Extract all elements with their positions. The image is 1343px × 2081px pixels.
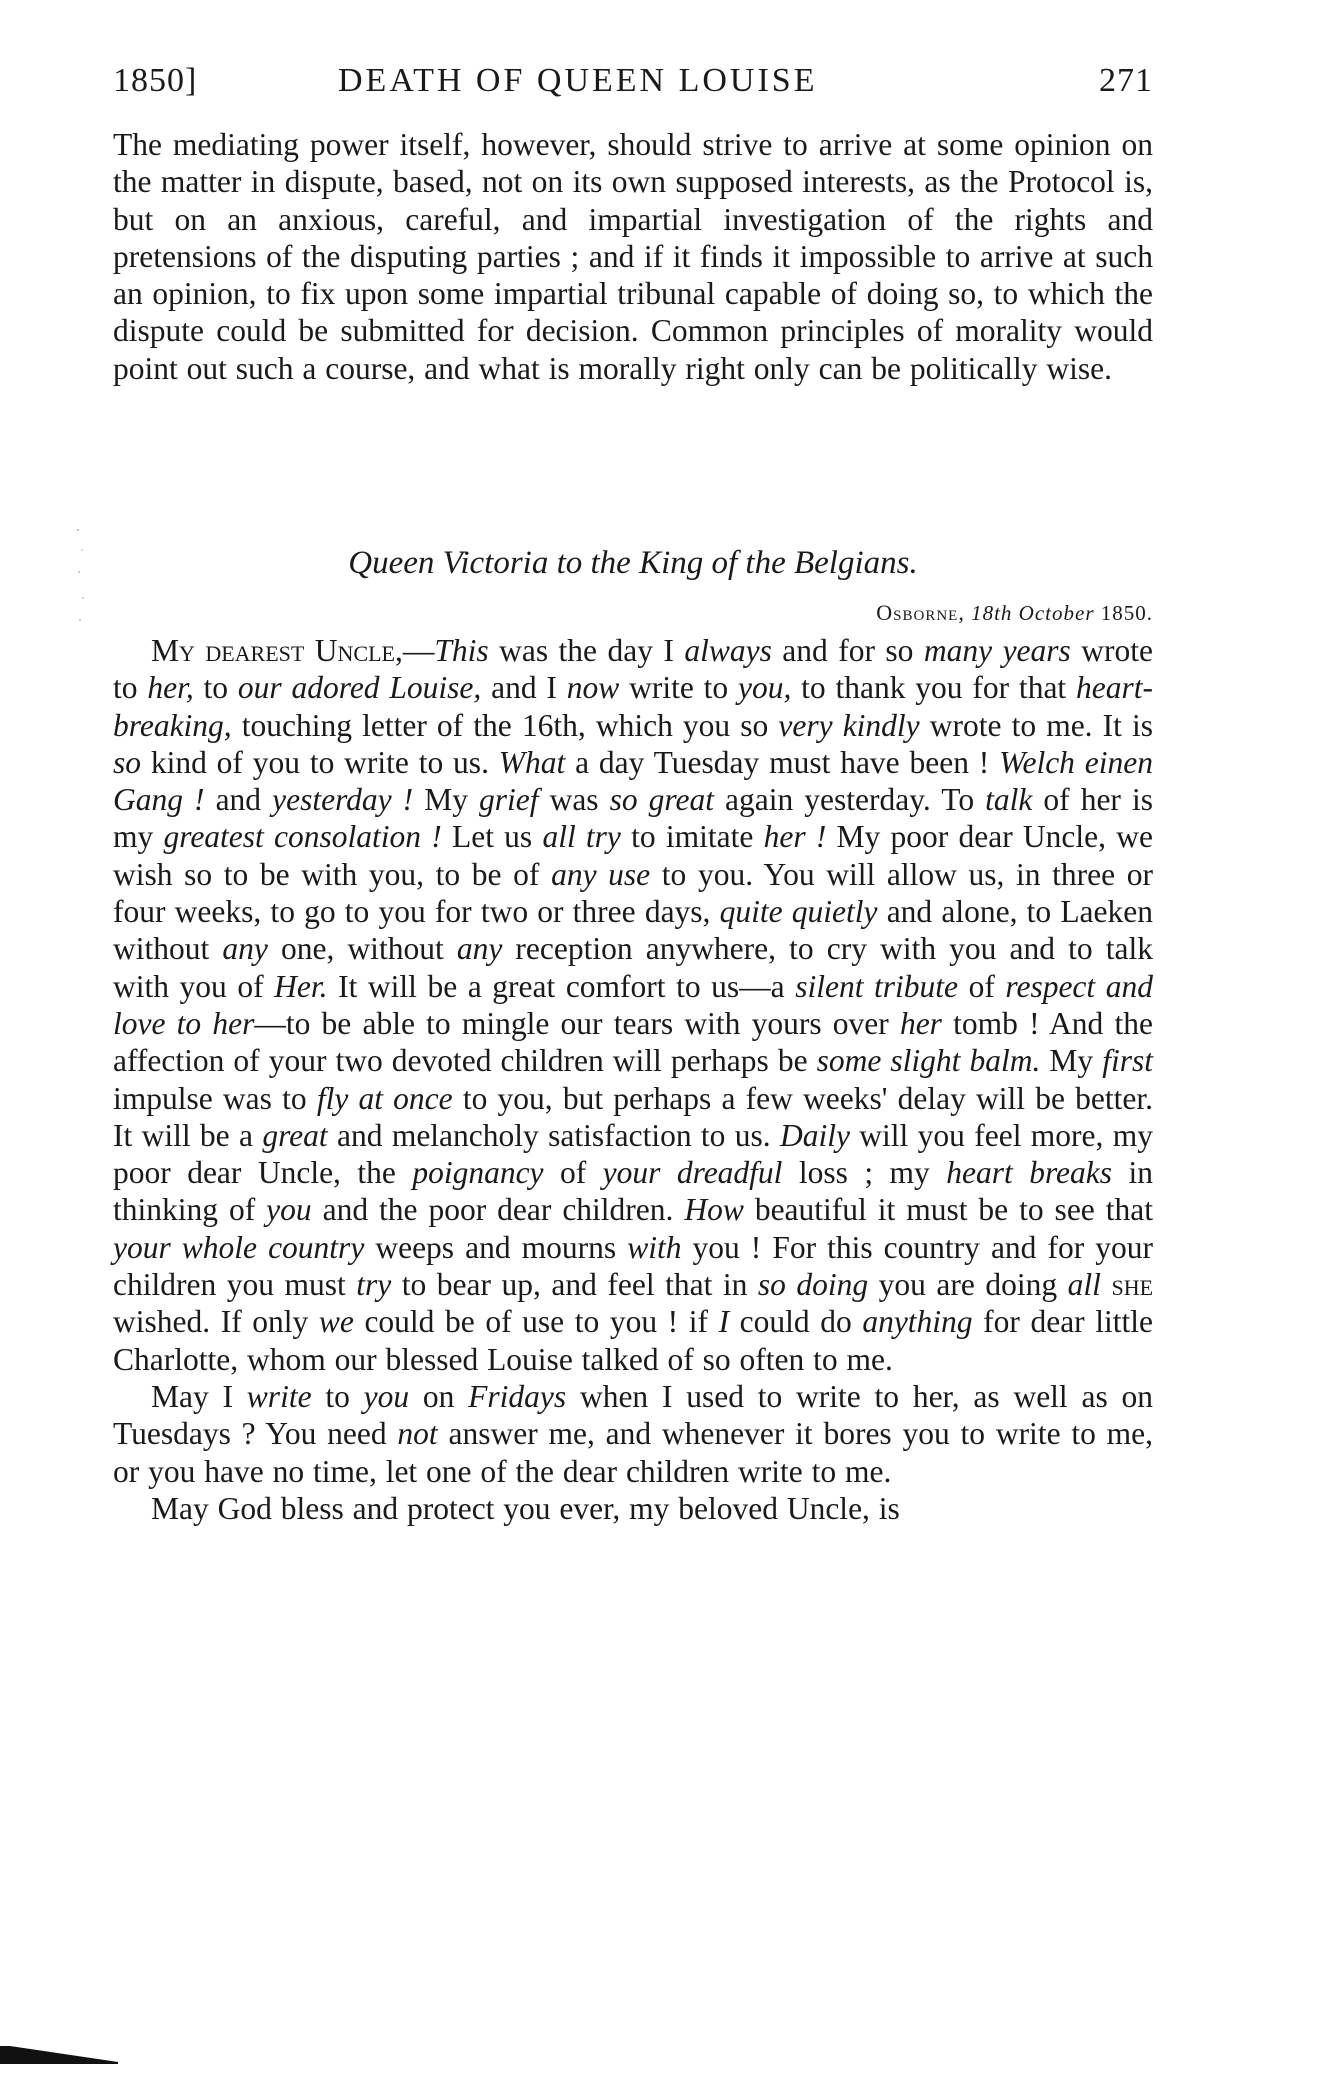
text-run: and alone, to Laeken without bbox=[113, 894, 1153, 967]
text-run: could do bbox=[729, 1304, 863, 1340]
text-run: again yesterday. To bbox=[713, 782, 986, 818]
italic-run: very kindly bbox=[778, 707, 920, 743]
italic-run: write bbox=[246, 1378, 312, 1414]
italic-run: always bbox=[684, 633, 772, 668]
header-title: DEATH OF QUEEN LOUISE bbox=[338, 62, 818, 99]
italic-run: respect and love to her bbox=[113, 968, 1153, 1041]
text-run: — bbox=[402, 633, 435, 668]
italic-run: What bbox=[498, 744, 566, 780]
text-run: was bbox=[538, 782, 610, 818]
text-run: Let us bbox=[441, 819, 543, 855]
text-run bbox=[1101, 1267, 1112, 1302]
text-run: touching letter of the 16th, which you so bbox=[231, 707, 779, 743]
italic-run: some slight balm. bbox=[816, 1043, 1041, 1079]
page-number: 271 bbox=[1099, 62, 1153, 99]
text-run: My bbox=[413, 782, 480, 818]
text-run: My bbox=[1040, 1043, 1103, 1079]
italic-run: Welch einen Gang ! bbox=[113, 744, 1153, 818]
text-run: answer me, and whenever it bores you to write to me, or you have no time, let one of the dear children write to me. bbox=[113, 1416, 1153, 1489]
italic-run: with bbox=[627, 1229, 682, 1265]
text-run: weeps and mourns bbox=[364, 1229, 628, 1265]
italic-run: silent tribute bbox=[795, 968, 959, 1004]
text-run: My poor dear Uncle, we wish so to be with you, to be of bbox=[113, 819, 1153, 892]
italic-run: talk bbox=[985, 782, 1033, 818]
italic-run: our adored Louise, bbox=[237, 670, 482, 706]
italic-run: poignancy bbox=[412, 1155, 544, 1191]
text-run: May I bbox=[151, 1378, 247, 1414]
text-run: when I used to write to her, as well as on Tuesdays ? You need bbox=[113, 1378, 1153, 1452]
italic-run: her ! bbox=[763, 819, 827, 855]
text-run: for dear little Charlotte, whom our blessed Louise talked of so often to me. bbox=[113, 1304, 1153, 1377]
text-run: could be of use to you ! if bbox=[353, 1304, 719, 1340]
italic-run: any bbox=[456, 931, 503, 967]
italic-run: you bbox=[266, 1192, 312, 1228]
text-run: one, without bbox=[267, 931, 457, 967]
italic-run: heart-breaking, bbox=[113, 670, 1153, 743]
text-run: reception anywhere, to cry with you and to talk with you of bbox=[113, 931, 1153, 1004]
small-caps-run: she bbox=[1111, 1267, 1154, 1303]
italic-run: greatest consolation ! bbox=[163, 819, 442, 855]
text-run: on bbox=[409, 1378, 469, 1414]
italic-run: yesterday ! bbox=[272, 782, 414, 818]
letter-body bbox=[113, 632, 1153, 1527]
opening-paragraph-block bbox=[113, 126, 1153, 387]
italic-run: anything bbox=[862, 1304, 973, 1340]
letter-paragraph-1 bbox=[113, 632, 1153, 1378]
italic-run: Daily bbox=[779, 1117, 850, 1153]
text-run: and I bbox=[481, 670, 567, 706]
text-run: wrote to me. It is bbox=[919, 707, 1154, 743]
italic-run: grief bbox=[479, 782, 539, 818]
italic-run: many years bbox=[923, 633, 1071, 668]
text-run: to thank you for that bbox=[791, 670, 1077, 706]
text-run: wrote to bbox=[113, 633, 1153, 706]
italic-run: now bbox=[566, 670, 620, 706]
text-run: to bbox=[193, 670, 238, 706]
text-run: to bear up, and feel that in bbox=[391, 1267, 758, 1303]
italic-run: we bbox=[318, 1304, 354, 1340]
italic-run: not bbox=[397, 1416, 438, 1452]
italic-run: Her. bbox=[274, 968, 328, 1004]
text-run: of her is my bbox=[113, 782, 1153, 855]
italic-run: How bbox=[684, 1192, 744, 1228]
text-run: It will be a great comfort to us—a bbox=[327, 968, 796, 1004]
italic-run: her bbox=[899, 1005, 942, 1041]
italic-run: fly at once bbox=[316, 1080, 453, 1116]
letter-dateline bbox=[876, 600, 1153, 626]
text-run: and the poor dear children. bbox=[311, 1192, 685, 1228]
text-run: write to bbox=[619, 670, 738, 706]
text-run: loss ; my bbox=[782, 1155, 947, 1191]
salutation: My dearest Uncle, bbox=[151, 633, 403, 668]
italic-run: Fridays bbox=[468, 1378, 567, 1414]
italic-run: any use bbox=[551, 856, 651, 892]
running-head bbox=[113, 62, 1153, 110]
text-run: and bbox=[204, 782, 273, 818]
text-run: of bbox=[958, 968, 1006, 1004]
italic-run: so bbox=[113, 744, 142, 780]
text-run: you ! For this country and for your children you must bbox=[113, 1229, 1153, 1303]
text-run: May God bless and protect you ever, my beloved Uncle, is bbox=[151, 1490, 900, 1526]
italic-run: quite quietly bbox=[719, 894, 878, 930]
letter-paragraph-2 bbox=[113, 1378, 1153, 1490]
italic-run: I bbox=[718, 1304, 730, 1340]
header-year: 1850] bbox=[113, 62, 198, 99]
italic-run: first bbox=[1102, 1043, 1153, 1079]
italic-run: all bbox=[1067, 1267, 1101, 1303]
margin-specks-decoration bbox=[74, 520, 88, 630]
italic-run: you, bbox=[737, 670, 792, 706]
text-run: and for so bbox=[771, 633, 924, 668]
italic-run: her, bbox=[147, 670, 194, 706]
text-run: wished. If only bbox=[113, 1304, 319, 1340]
italic-run: all try bbox=[542, 819, 621, 855]
page-corner-mark bbox=[0, 2046, 118, 2064]
italic-run: great bbox=[262, 1117, 328, 1153]
text-run: you are doing bbox=[868, 1267, 1068, 1303]
text-run: tomb ! And the affection of your two devoted children will perhaps be bbox=[113, 1005, 1153, 1079]
text-run: a day Tuesday must have been ! bbox=[565, 744, 1000, 780]
text-run: to bbox=[311, 1378, 364, 1414]
italic-run: so great bbox=[609, 782, 714, 818]
text-run: to you. You will allow us, in three or four weeks, to go to you for two or three days, bbox=[113, 856, 1153, 930]
text-run: of bbox=[543, 1155, 603, 1191]
text-run: kind of you to write to us. bbox=[141, 744, 499, 780]
dateline-date: 18th October bbox=[971, 601, 1095, 625]
italic-run: try bbox=[356, 1267, 392, 1303]
italic-run: your dreadful bbox=[602, 1155, 783, 1191]
italic-run: heart breaks bbox=[946, 1155, 1113, 1191]
text-run: was the day I bbox=[488, 633, 685, 668]
italic-run: your whole country bbox=[113, 1229, 365, 1265]
text-run: impulse was to bbox=[113, 1080, 317, 1116]
text-run: will you feel more, my poor dear Uncle, the bbox=[113, 1117, 1153, 1191]
text-run: to you, but perhaps a few weeks' delay will be better. It will be a bbox=[113, 1080, 1153, 1153]
text-run: to imitate bbox=[620, 819, 764, 855]
letter-heading: Queen Victoria to the King of the Belgians. bbox=[348, 545, 918, 581]
italic-run: This bbox=[434, 633, 489, 668]
dateline-place: Osborne, bbox=[876, 600, 965, 625]
text-run: —to be able to mingle our tears with yours over bbox=[254, 1005, 900, 1041]
text-run: and melancholy satisfaction to us. bbox=[327, 1117, 780, 1153]
text-run: in thinking of bbox=[113, 1155, 1153, 1228]
italic-run: you bbox=[363, 1378, 410, 1414]
dateline-year: 1850. bbox=[1100, 601, 1153, 625]
italic-run: any bbox=[222, 931, 268, 967]
letter-paragraph-3 bbox=[113, 1490, 1153, 1527]
opening-paragraph: The mediating power itself, however, should strive to arrive at some opinion on the matter in dispute, based, not on its own supposed interests, as the Protocol is, but on an anxious, careful, and impartial investigation of the rights and pretensions of the disputing parties ; and if it finds it impossible to arrive at such an opinion, to fix upon some impartial tribunal capable of doing so, to which the dispute could be submitted for decision. Common principles of morality would point out such a course, and what is morally right only can be politically wise. bbox=[113, 127, 1153, 386]
text-run: beautiful it must be to see that bbox=[743, 1192, 1153, 1228]
italic-run: so doing bbox=[757, 1267, 869, 1303]
